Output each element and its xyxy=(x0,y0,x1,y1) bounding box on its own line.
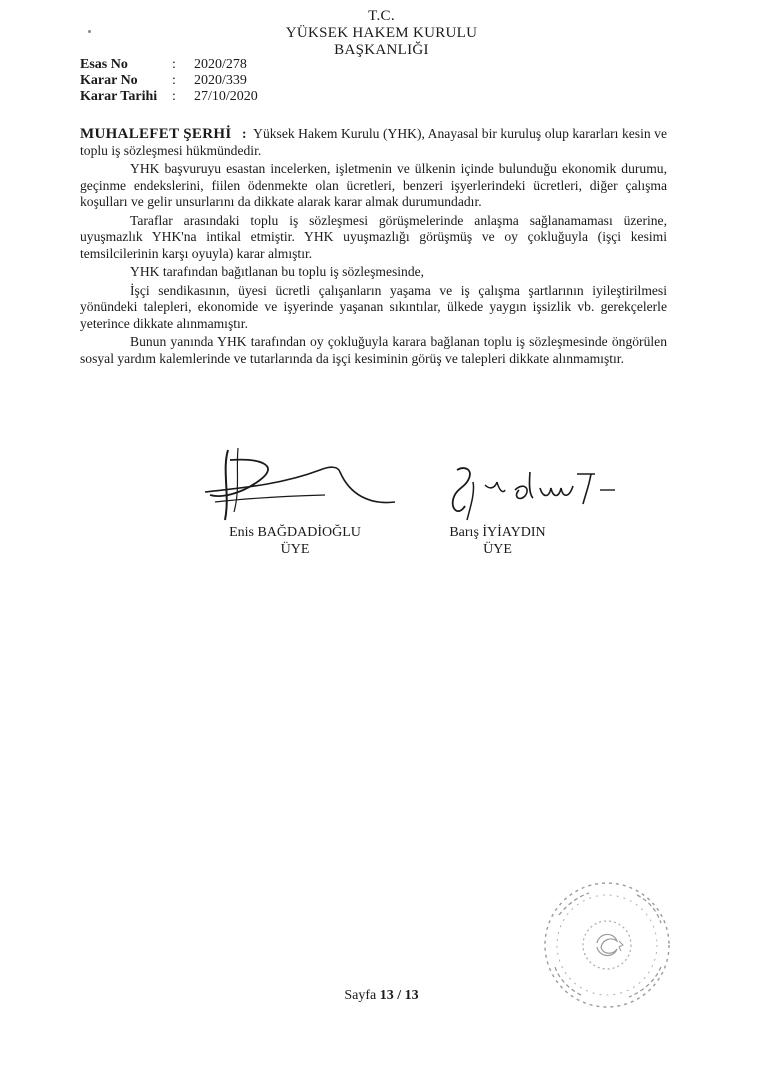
left-signatory xyxy=(205,524,385,558)
dissent-title: MUHALEFET ŞERHİ xyxy=(80,126,232,142)
paragraph-1 xyxy=(80,126,667,159)
esas-row xyxy=(80,57,258,73)
tarih-label: Karar Tarihi xyxy=(80,89,158,104)
left-signatory-role: ÜYE xyxy=(280,542,310,557)
left-signature-icon xyxy=(200,440,400,530)
case-metadata xyxy=(80,57,258,105)
tarih-row xyxy=(80,89,258,105)
right-signatory xyxy=(430,524,565,558)
paragraph-3: Taraflar arasındaki toplu iş sözleşmesi görüşmelerinde anlaşma sağlanamaması üzerine, uyuşmazlık YHK'na intikal etmiştir. YHK uyuşmazlığı görüşmüş ve oy çokluğuyla (işçi kesimi temsilcilerinin karşı oyuyla) karar almıştır. xyxy=(80,212,667,261)
signature-block xyxy=(0,440,763,570)
karar-label: Karar No xyxy=(80,73,138,88)
right-signatory-role: ÜYE xyxy=(483,542,512,557)
karar-value: 2020/339 xyxy=(194,73,247,88)
dissent-title-colon: : xyxy=(242,126,247,141)
tarih-colon: : xyxy=(172,89,176,104)
header-institution: YÜKSEK HAKEM KURULU xyxy=(285,25,478,41)
header-office: BAŞKANLIĞI xyxy=(334,42,429,58)
esas-label: Esas No xyxy=(80,57,128,72)
esas-colon: : xyxy=(172,57,176,72)
karar-row xyxy=(80,73,258,89)
paragraph-5: İşçi sendikasının, üyesi ücretli çalışanların yaşama ve iş çalışma şartlarının iyileştirilmesi yönündeki talepleri, ekonomide ve işyerinde yaşanan sıkıntılar, ülkede yaygın işsizlik vb. gerekçelerle yeterince dikkate alınmamıştır. xyxy=(80,282,667,331)
page-footer xyxy=(0,988,763,1004)
page-label: Sayfa xyxy=(344,988,377,1003)
karar-colon: : xyxy=(172,73,176,88)
paragraph-4: YHK tarafından bağıtlanan bu toplu iş sözleşmesinde, xyxy=(130,264,425,279)
right-signature-icon xyxy=(445,460,630,530)
paragraph-6: Bunun yanında YHK tarafından oy çokluğuyla karara bağlanan toplu iş sözleşmesinde öngörülen sosyal yardım kalemlerinde ve tutarlarında da işçi kesiminin görüş ve talepleri dikkate alınmamıştır. xyxy=(80,334,667,366)
esas-value: 2020/278 xyxy=(194,57,247,72)
document-header xyxy=(0,8,763,59)
paragraph-2: YHK başvuruyu esastan incelerken, işletmenin ve ülkenin içinde bulunduğu ekonomik durumu, geçinme endekslerini, fiilen ödenmekte olan ücretleri, benzeri işyerlerindeki ücretleri, diğer çalışma koşulları ve gelir unsurlarını da dikkate alarak karar almak durumundadır. xyxy=(80,161,667,209)
header-tc: T.C. xyxy=(368,8,395,24)
left-signatory-name: Enis BAĞDADİOĞLU xyxy=(229,525,361,540)
dissent-body xyxy=(80,126,667,369)
page-number: 13 / 13 xyxy=(379,988,419,1003)
tarih-value: 27/10/2020 xyxy=(194,89,258,104)
paragraph-1-text: Yüksek Hakem Kurulu (YHK), Anayasal bir kuruluş olup kararları kesin ve toplu iş sözleşmesi hükmündedir. xyxy=(80,126,667,158)
right-signatory-name: Barış İYİAYDIN xyxy=(449,525,546,540)
